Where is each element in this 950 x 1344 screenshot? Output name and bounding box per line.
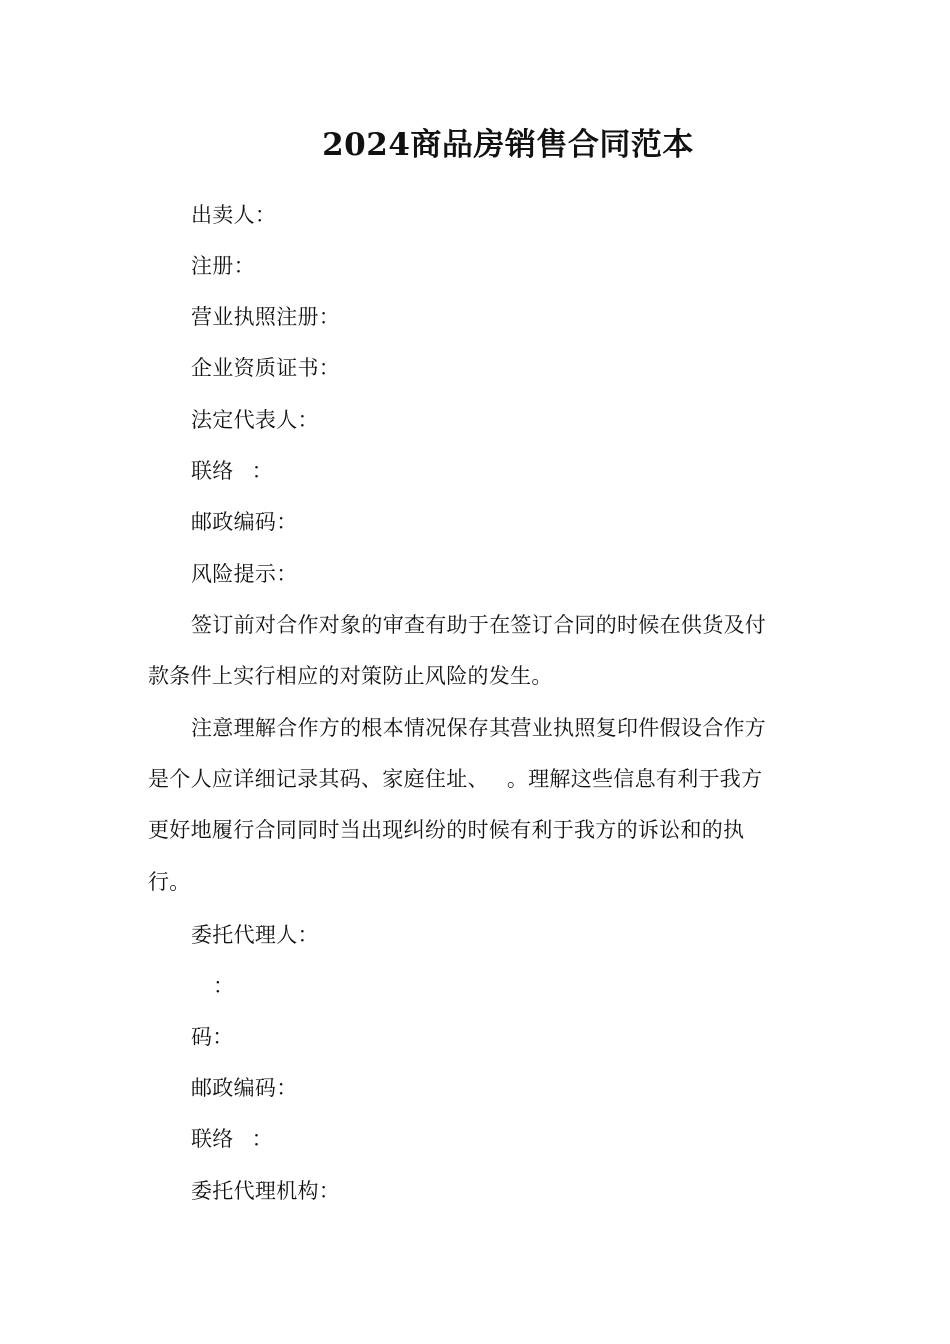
contact-label: 联络 [191,459,234,483]
qualification-field: 企业资质证书： [191,356,341,380]
risk-tip-heading: 风险提示： [191,562,298,586]
code-field: 码： [191,1025,234,1049]
seller-field: 出卖人： [191,203,277,227]
registration-field: 注册： [191,254,255,278]
agent-contact-label: 联络 [191,1127,234,1151]
legal-rep-field: 法定代表人： [191,408,319,432]
agent-contact-field [191,1124,273,1154]
agent-field: 委托代理人： [191,923,319,947]
agency-field: 委托代理机构： [191,1179,341,1203]
risk-paragraph-2-line-2b: 。理解这些信息有利于我方 [506,767,763,791]
risk-paragraph-2-line-2 [148,764,762,794]
risk-paragraph-1-line-2: 款条件上实行相应的对策防止风险的发生。 [148,664,553,688]
agent-contact-colon: ： [251,1127,273,1151]
risk-paragraph-2-line-1: 注意理解合作方的根本情况保存其营业执照复印件假设合作方 [191,716,767,740]
risk-paragraph-2-line-4: 行。 [148,870,191,894]
risk-paragraph-2-line-3: 更好地履行合同同时当出现纠纷的时候有利于我方的诉讼和的执 [148,818,745,842]
business-license-field: 营业执照注册： [191,305,341,329]
agent-postal-code-field: 邮政编码： [191,1076,298,1100]
contact-field [191,456,273,486]
contact-colon: ： [251,459,273,483]
document-title: 2024商品房销售合同范本 [322,127,694,163]
blank-colon-field: ： [213,974,235,998]
risk-paragraph-2-line-2a: 是个人应详细记录其码、家庭住址、 [148,767,489,791]
postal-code-field: 邮政编码： [191,510,298,534]
risk-paragraph-1-line-1: 签订前对合作对象的审查有助于在签订合同的时候在供货及付 [191,613,767,637]
